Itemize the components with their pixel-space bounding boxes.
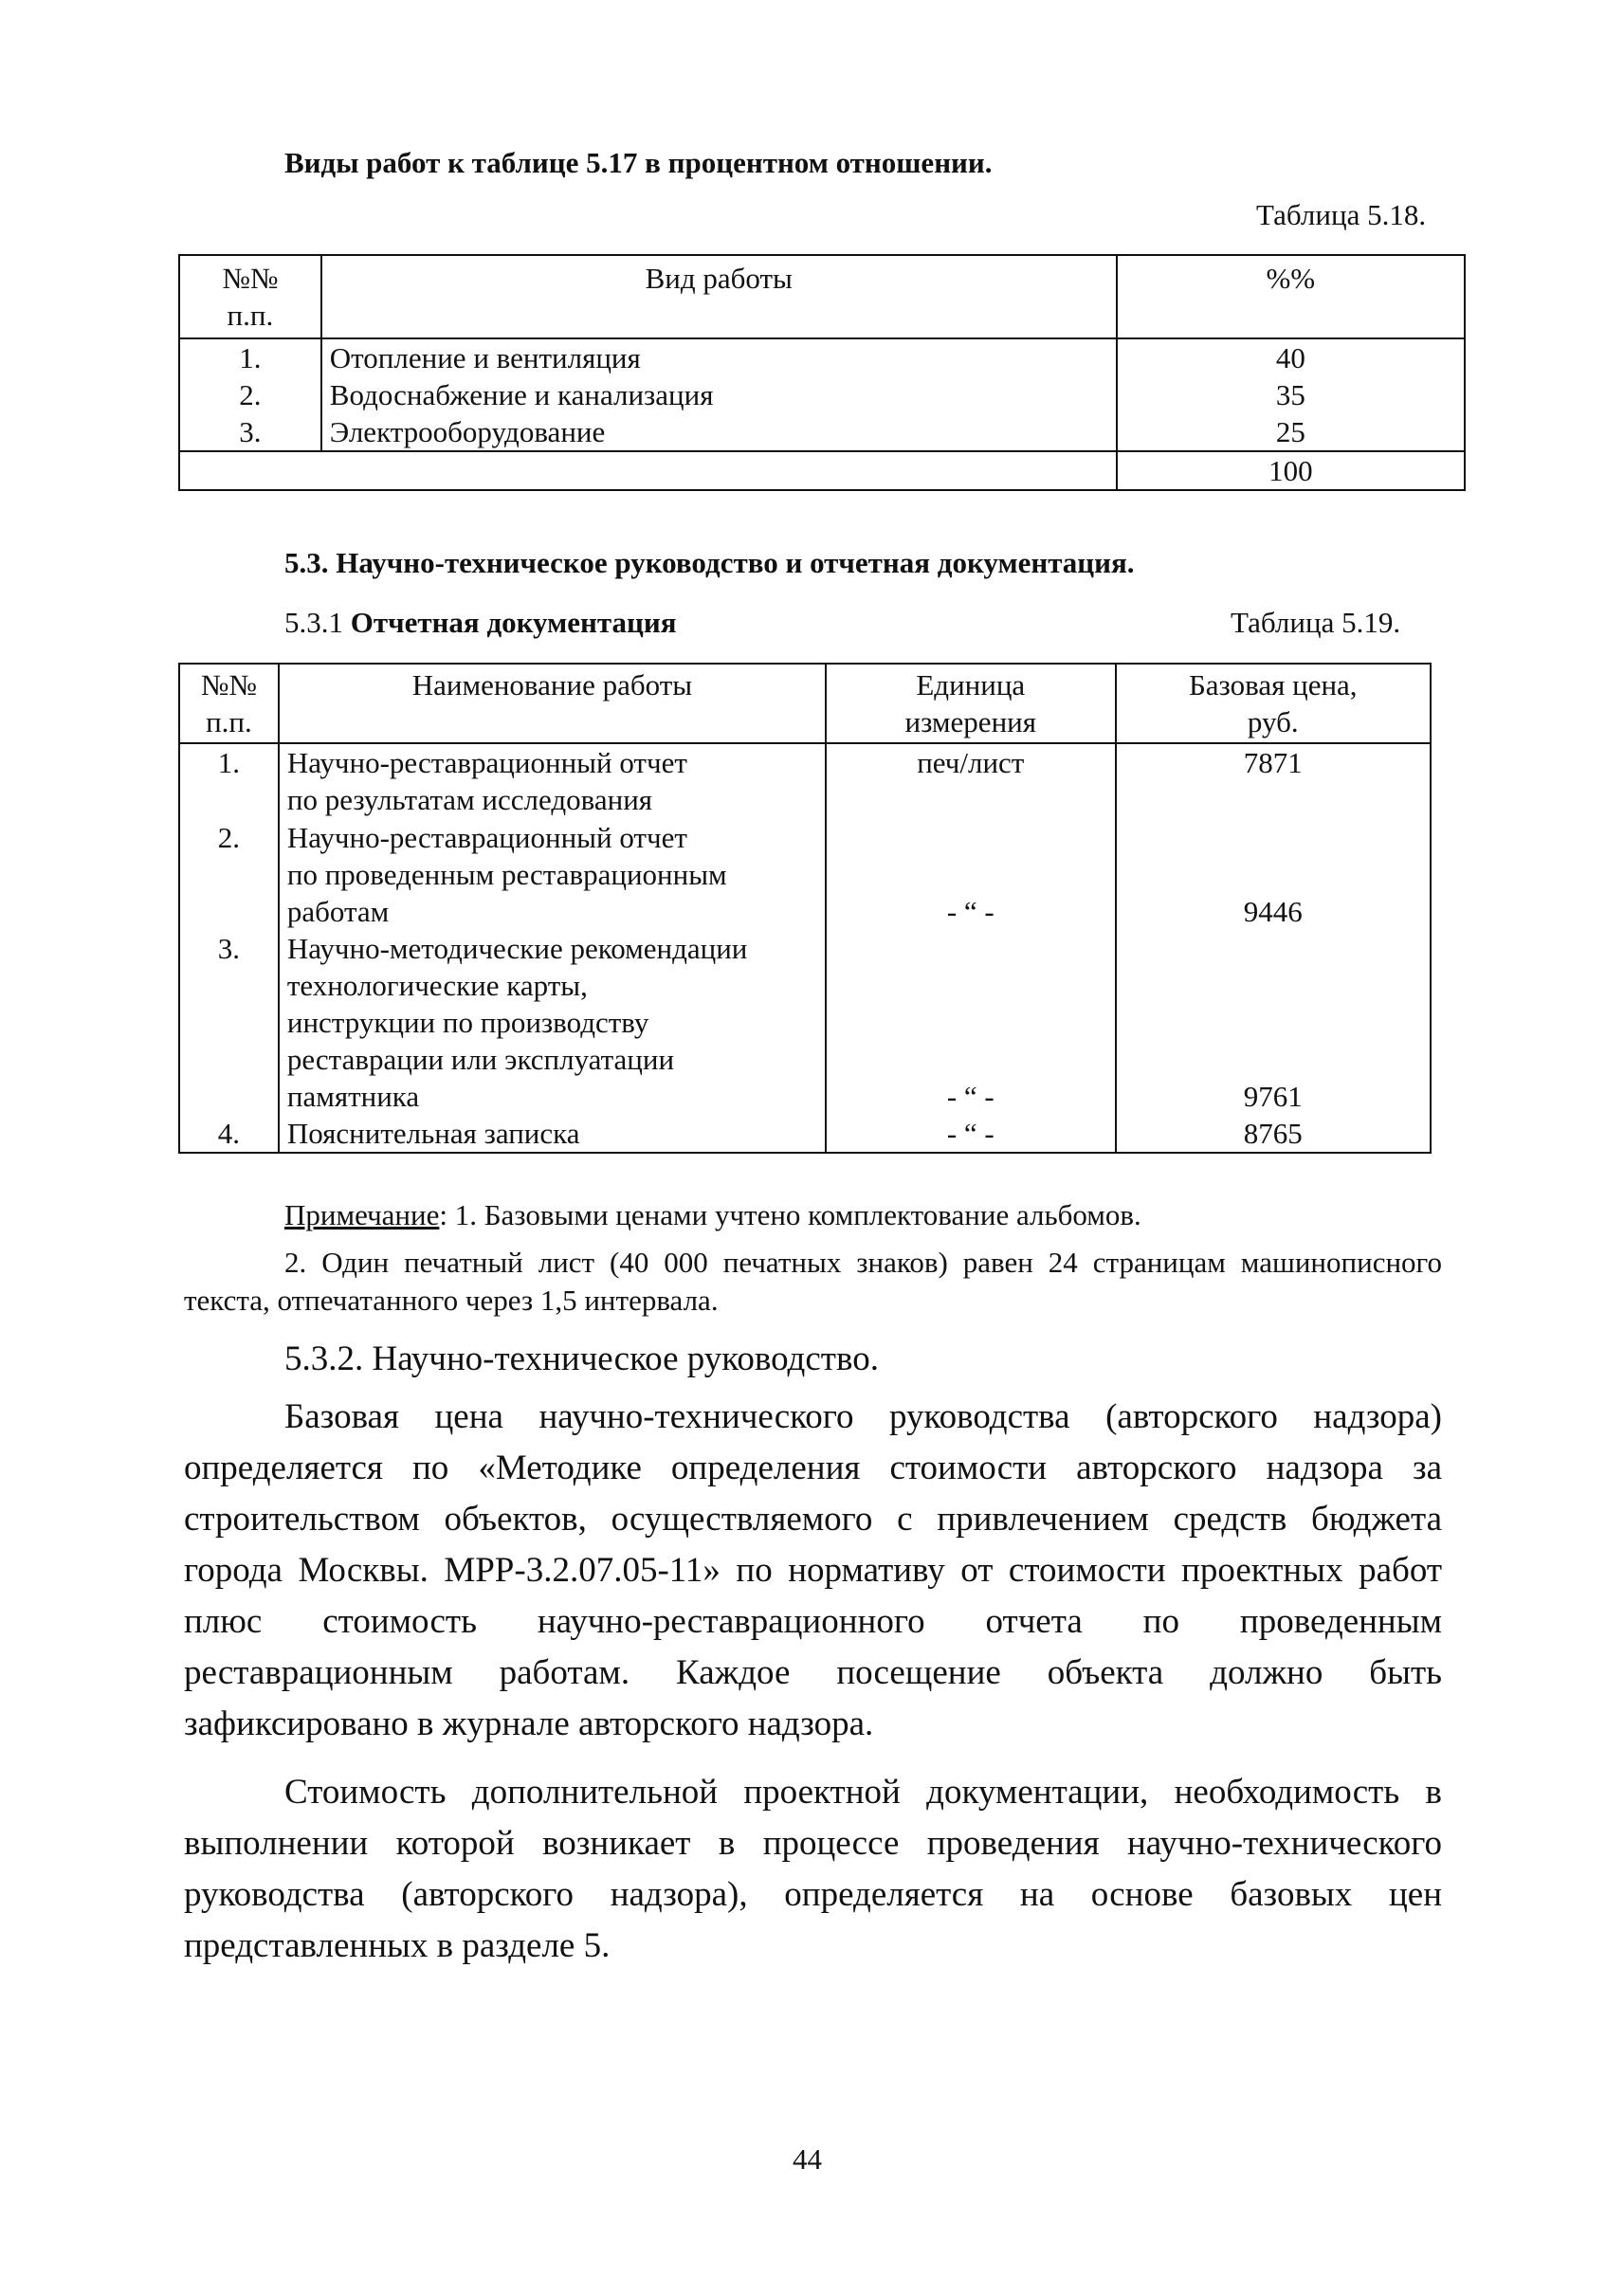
row-num: 1. (179, 743, 279, 819)
table-row (179, 413, 1465, 451)
paragraph-1: Базовая цена научно-технического руководства (авторского надзора) определяется по «Методике определения стоимости авторского надзора за строительством объектов, осуществляемого с привлечением средств бюджета города Москвы. МРР-3.2.07.05-11» по нормативу от стоимости проектных работ плюс стоимость научно-реставрационного отчета по проведенным реставрационным работам. Каждое посещение объекта должно быть зафиксировано в журнале авторского надзора. (184, 1397, 1442, 1743)
table-total-row (179, 451, 1465, 490)
header-work-type: Вид работы (321, 255, 1117, 338)
section-5-3-1-title: Отчетная документация (350, 606, 677, 639)
row-num: 3. (179, 930, 279, 1115)
row-percent: 35 (1117, 376, 1465, 413)
table-519-label: Таблица 5.19. (1231, 606, 1401, 639)
header-num: №№ п.п. (179, 255, 321, 338)
note-2: 2. Один печатный лист (40 000 печатных знаков) равен 24 страницам машинописного текста, отпечатанного через 1,5 интервала. (184, 1246, 1442, 1317)
row-num: 2. (179, 376, 321, 413)
row-work-type: Водоснабжение и канализация (321, 376, 1117, 413)
row-unit: печ/лист (826, 743, 1116, 819)
table-518-label: Таблица 5.18. (1256, 198, 1427, 231)
header-num: №№ п.п. (179, 664, 279, 743)
table-row (179, 930, 1431, 1115)
header-unit: Единица измерения (826, 664, 1116, 743)
row-work-type: Отопление и вентиляция (321, 338, 1117, 376)
row-unit: - “ - (826, 1115, 1116, 1153)
row-work-type: Электрооборудование (321, 413, 1117, 451)
section-5-3-1-number: 5.3.1 (284, 606, 343, 639)
header-base-price: Базовая цена, руб. (1116, 664, 1431, 743)
total-percent: 100 (1117, 451, 1465, 490)
note-1-text: : 1. Базовыми ценами учтено комплектование альбомов. (439, 1198, 1141, 1231)
table-row (179, 743, 1431, 819)
page-number: 44 (793, 2142, 822, 2176)
section-5-3-2-heading: 5.3.2. Научно-техническое руководство. (284, 1339, 879, 1378)
row-num: 2. (179, 819, 279, 930)
row-percent: 40 (1117, 338, 1465, 376)
table-518 (178, 254, 1466, 491)
row-work-name: Пояснительная записка (279, 1115, 826, 1153)
row-base-price: 9446 (1116, 819, 1431, 930)
paragraph-2: Стоимость дополнительной проектной документации, необходимость в выполнении которой возникает в процессе проведения научно-технического руководства (авторского надзора), определяется на основе базовых цен представленных в разделе 5. (184, 1773, 1442, 1965)
row-num: 3. (179, 413, 321, 451)
header-work-name: Наименование работы (279, 664, 826, 743)
row-work-name: Научно-реставрационный отчет по результатам исследования (279, 743, 826, 819)
total-spacer (179, 451, 1117, 490)
row-base-price: 9761 (1116, 930, 1431, 1115)
row-unit: - “ - (826, 819, 1116, 930)
row-percent: 25 (1117, 413, 1465, 451)
note-1 (284, 1196, 1141, 1234)
table-row (179, 819, 1431, 930)
row-work-name: Научно-методические рекомендации технологические карты, инструкции по производству реставрации или эксплуатации памятника (279, 930, 826, 1115)
table-header-row (179, 255, 1465, 338)
table-row (179, 338, 1465, 376)
table-519 (178, 663, 1432, 1154)
table-row (179, 1115, 1431, 1153)
section-5-3-1-heading (284, 604, 676, 642)
header-percent: %% (1117, 255, 1465, 338)
table-header-row (179, 664, 1431, 743)
section-5-3-heading: 5.3. Научно-техническое руководство и отчетная документация. (284, 546, 1135, 579)
note-label: Примечание (284, 1198, 440, 1231)
row-unit: - “ - (826, 930, 1116, 1115)
row-base-price: 8765 (1116, 1115, 1431, 1153)
row-work-name: Научно-реставрационный отчет по проведенным реставрационным работам (279, 819, 826, 930)
row-base-price: 7871 (1116, 743, 1431, 819)
table-518-heading: Виды работ к таблице 5.17 в процентном отношении. (284, 146, 993, 179)
row-num: 4. (179, 1115, 279, 1153)
table-row (179, 376, 1465, 413)
row-num: 1. (179, 338, 321, 376)
